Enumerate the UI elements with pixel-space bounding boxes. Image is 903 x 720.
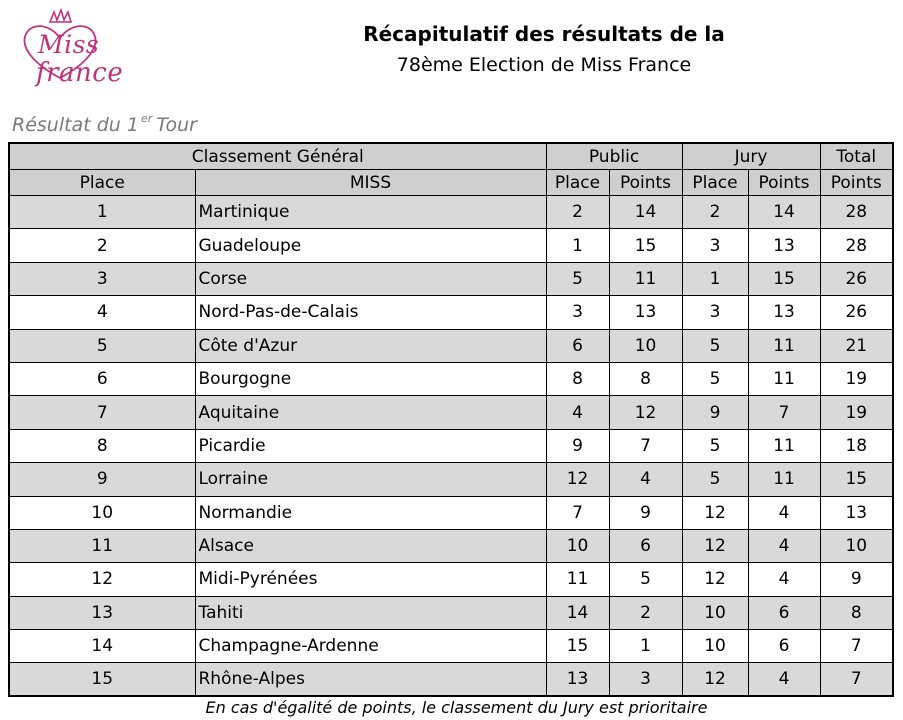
cell-total-points: 9 [820, 563, 893, 596]
cell-miss: Aquitaine [195, 396, 546, 429]
cell-jury-place: 10 [682, 596, 748, 629]
cell-miss: Guadeloupe [195, 229, 546, 262]
cell-total-points: 18 [820, 429, 893, 462]
cell-jury-points: 15 [748, 262, 820, 295]
cell-public-points: 9 [609, 496, 682, 529]
cell-public-points: 6 [609, 529, 682, 562]
cell-total-points: 21 [820, 329, 893, 362]
cell-public-place: 15 [546, 630, 609, 663]
page-title: Récapitulatif des résultats de la [363, 22, 725, 46]
cell-public-place: 4 [546, 396, 609, 429]
cell-jury-points: 13 [748, 296, 820, 329]
cell-jury-place: 3 [682, 229, 748, 262]
cell-public-points: 2 [609, 596, 682, 629]
cell-place: 12 [9, 563, 195, 596]
cell-public-place: 6 [546, 329, 609, 362]
cell-miss: Martinique [195, 196, 546, 229]
cell-public-place: 10 [546, 529, 609, 562]
cell-public-points: 14 [609, 196, 682, 229]
cell-place: 3 [9, 262, 195, 295]
cell-public-points: 4 [609, 463, 682, 496]
column-header-total-points: Points [820, 170, 893, 196]
cell-public-points: 3 [609, 663, 682, 696]
cell-jury-place: 12 [682, 529, 748, 562]
cell-public-points: 11 [609, 262, 682, 295]
logo-text-miss: Miss [38, 30, 100, 59]
cell-total-points: 28 [820, 196, 893, 229]
column-header-jury-place: Place [682, 170, 748, 196]
cell-jury-points: 13 [748, 229, 820, 262]
table-row [9, 496, 893, 529]
table-row [9, 563, 893, 596]
round-label-prefix: Résultat du 1 [12, 114, 139, 136]
logo-text-france: france [36, 58, 124, 88]
cell-public-place: 1 [546, 229, 609, 262]
round-label-suffix: Tour [156, 114, 197, 136]
cell-total-points: 19 [820, 362, 893, 395]
cell-total-points: 28 [820, 229, 893, 262]
cell-place: 8 [9, 429, 195, 462]
cell-place: 14 [9, 630, 195, 663]
cell-miss: Bourgogne [195, 362, 546, 395]
cell-public-place: 13 [546, 663, 609, 696]
cell-public-place: 12 [546, 463, 609, 496]
table-row [9, 663, 893, 696]
cell-jury-points: 11 [748, 362, 820, 395]
cell-jury-points: 4 [748, 496, 820, 529]
table-row [9, 463, 893, 496]
cell-jury-points: 14 [748, 196, 820, 229]
cell-jury-points: 4 [748, 663, 820, 696]
cell-total-points: 13 [820, 496, 893, 529]
cell-public-points: 12 [609, 396, 682, 429]
group-header-jury: Jury [682, 143, 820, 170]
cell-place: 4 [9, 296, 195, 329]
cell-total-points: 8 [820, 596, 893, 629]
cell-miss: Midi-Pyrénées [195, 563, 546, 596]
table-row [9, 362, 893, 395]
cell-public-place: 9 [546, 429, 609, 462]
cell-place: 1 [9, 196, 195, 229]
tie-break-note: En cas d'égalité de points, le classement du Jury est prioritaire [205, 698, 708, 717]
cell-total-points: 26 [820, 262, 893, 295]
cell-place: 10 [9, 496, 195, 529]
cell-jury-points: 11 [748, 429, 820, 462]
cell-total-points: 7 [820, 663, 893, 696]
table-row [9, 630, 893, 663]
round-label [12, 112, 197, 136]
cell-public-place: 8 [546, 362, 609, 395]
cell-miss: Nord-Pas-de-Calais [195, 296, 546, 329]
cell-miss: Picardie [195, 429, 546, 462]
cell-total-points: 19 [820, 396, 893, 429]
cell-jury-points: 4 [748, 563, 820, 596]
cell-jury-points: 7 [748, 396, 820, 429]
cell-public-points: 13 [609, 296, 682, 329]
cell-total-points: 26 [820, 296, 893, 329]
cell-miss: Lorraine [195, 463, 546, 496]
cell-jury-place: 12 [682, 563, 748, 596]
cell-jury-place: 12 [682, 663, 748, 696]
cell-miss: Alsace [195, 529, 546, 562]
cell-public-place: 7 [546, 496, 609, 529]
cell-place: 11 [9, 529, 195, 562]
page-subtitle: 78ème Election de Miss France [396, 54, 692, 76]
column-header-jury-points: Points [748, 170, 820, 196]
cell-jury-points: 6 [748, 630, 820, 663]
cell-jury-points: 11 [748, 329, 820, 362]
table-row [9, 296, 893, 329]
cell-total-points: 10 [820, 529, 893, 562]
cell-miss: Rhône-Alpes [195, 663, 546, 696]
cell-place: 9 [9, 463, 195, 496]
column-header-public-place: Place [546, 170, 609, 196]
cell-public-points: 5 [609, 563, 682, 596]
cell-public-place: 14 [546, 596, 609, 629]
table-row [9, 429, 893, 462]
results-table [8, 142, 894, 697]
cell-place: 5 [9, 329, 195, 362]
table-row [9, 329, 893, 362]
cell-place: 15 [9, 663, 195, 696]
cell-public-place: 5 [546, 262, 609, 295]
table-row [9, 262, 893, 295]
cell-jury-place: 9 [682, 396, 748, 429]
cell-place: 7 [9, 396, 195, 429]
cell-jury-place: 2 [682, 196, 748, 229]
group-header-general: Classement Général [9, 143, 546, 170]
results-table-body [9, 196, 893, 697]
cell-miss: Tahiti [195, 596, 546, 629]
cell-public-place: 11 [546, 563, 609, 596]
table-row [9, 196, 893, 229]
column-header-public-points: Points [609, 170, 682, 196]
cell-jury-points: 4 [748, 529, 820, 562]
cell-public-points: 10 [609, 329, 682, 362]
column-header-place: Place [9, 170, 195, 196]
table-row [9, 229, 893, 262]
cell-miss: Côte d'Azur [195, 329, 546, 362]
cell-public-points: 15 [609, 229, 682, 262]
cell-jury-place: 1 [682, 262, 748, 295]
group-header-public: Public [546, 143, 682, 170]
table-row [9, 396, 893, 429]
cell-miss: Corse [195, 262, 546, 295]
cell-jury-points: 11 [748, 463, 820, 496]
cell-public-points: 1 [609, 630, 682, 663]
cell-jury-place: 5 [682, 362, 748, 395]
cell-public-place: 3 [546, 296, 609, 329]
column-header-miss: MISS [195, 170, 546, 196]
cell-place: 13 [9, 596, 195, 629]
cell-place: 6 [9, 362, 195, 395]
cell-public-place: 2 [546, 196, 609, 229]
cell-jury-points: 6 [748, 596, 820, 629]
cell-jury-place: 5 [682, 329, 748, 362]
table-row [9, 596, 893, 629]
cell-miss: Champagne-Ardenne [195, 630, 546, 663]
cell-public-points: 8 [609, 362, 682, 395]
cell-total-points: 15 [820, 463, 893, 496]
cell-jury-place: 5 [682, 463, 748, 496]
cell-jury-place: 12 [682, 496, 748, 529]
cell-public-points: 7 [609, 429, 682, 462]
round-label-sup: er [140, 112, 153, 125]
cell-miss: Normandie [195, 496, 546, 529]
cell-jury-place: 10 [682, 630, 748, 663]
group-header-total: Total [820, 143, 893, 170]
cell-jury-place: 5 [682, 429, 748, 462]
cell-total-points: 7 [820, 630, 893, 663]
cell-place: 2 [9, 229, 195, 262]
cell-jury-place: 3 [682, 296, 748, 329]
table-row [9, 529, 893, 562]
